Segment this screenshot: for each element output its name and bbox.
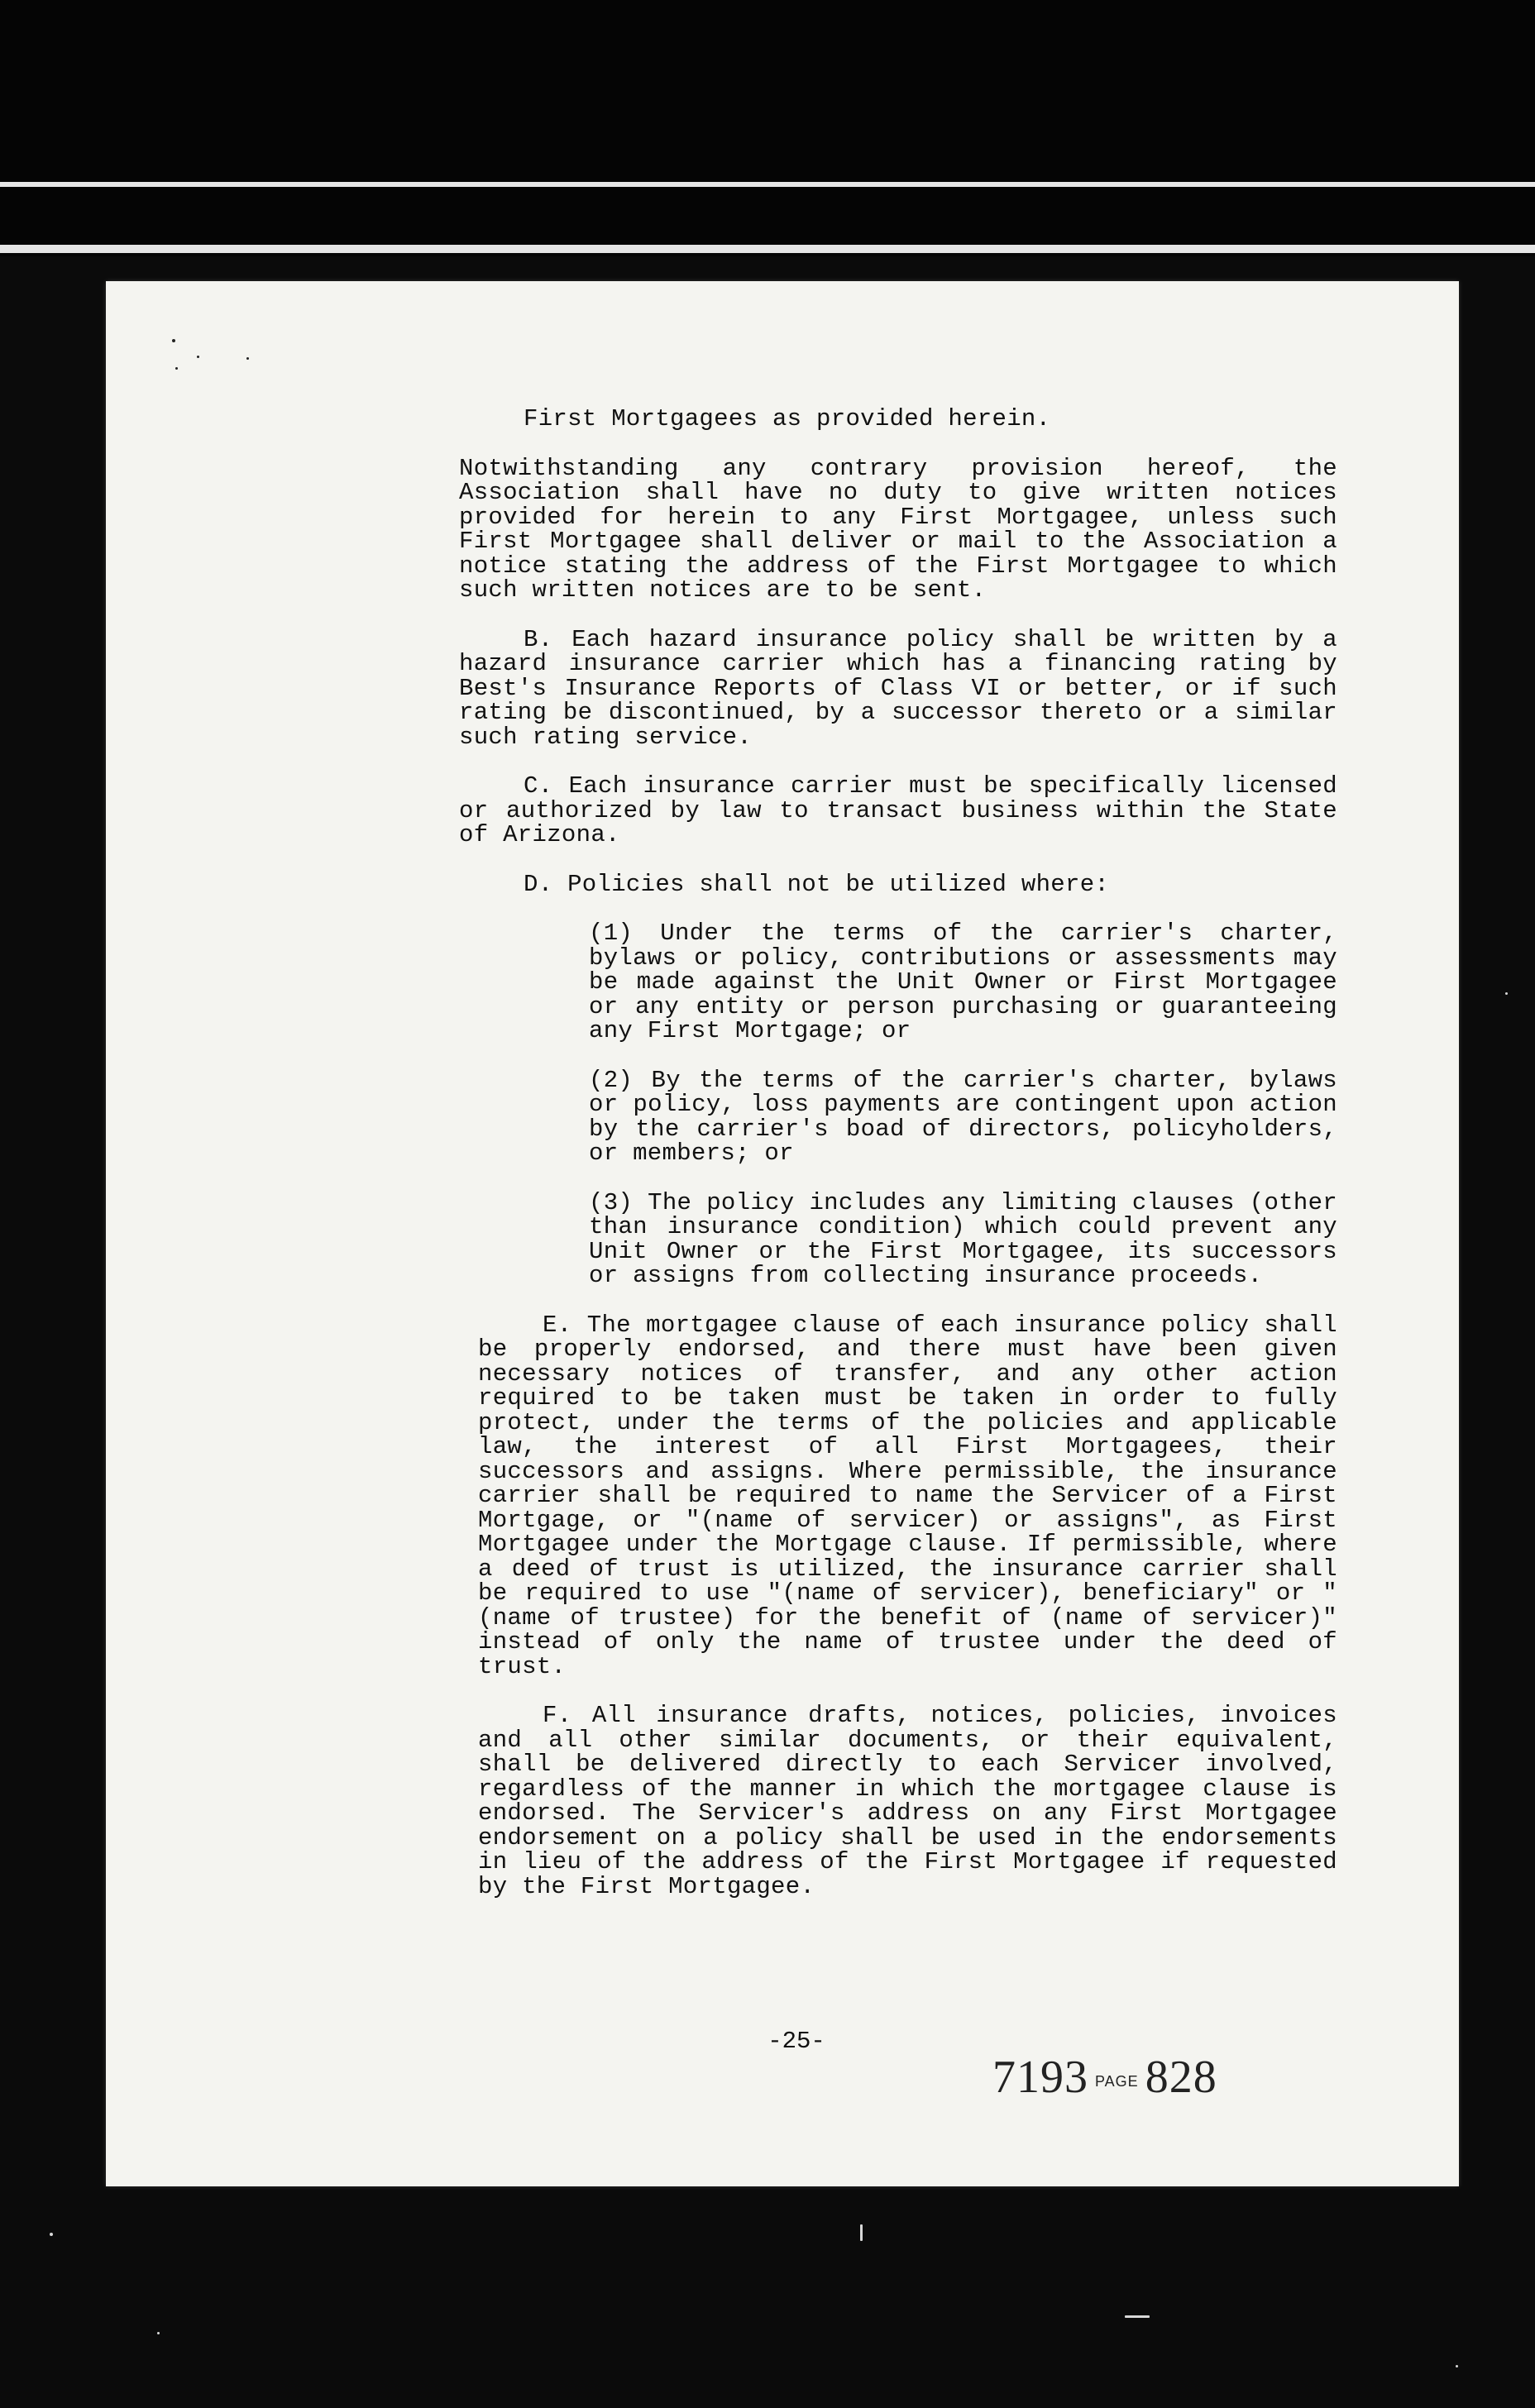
scan-speck: [860, 2224, 863, 2241]
scan-speck: [157, 2332, 160, 2334]
scan-speck: [1505, 992, 1508, 995]
paragraph-c: C. Each insurance carrier must be specifically licensed or authorized by law to transact business within the State of Arizona.: [459, 772, 1337, 848]
scan-speck: [50, 2233, 53, 2236]
section-d-item-1: (1) Under the terms of the carrier's charter, bylaws or policy, contributions or assessments may be made against the Unit Owner or First Mortgagee or any entity or person purchasing or guaranteeing any First Mortgage; or: [589, 920, 1337, 1044]
stamp-page-label: PAGE: [1095, 2072, 1139, 2090]
scan-line-top: [0, 182, 1535, 187]
paper-speck: [246, 357, 249, 360]
paper-speck: [172, 339, 175, 342]
paragraph-b: B. Each hazard insurance policy shall be written by a hazard insurance carrier which has a financing rating by Best's Insurance Reports of Class VI or better, or if such rating be discontinued, by a successor thereto or a similar such rating service.: [459, 625, 1337, 751]
paragraph-notwithstanding: Notwithstanding any contrary provision hereof, the Association shall have no duty to give written notices provided for herein to any First Mortgagee, unless such First Mortgagee shall deliver or mail to the Association a notice stating the address of the First Mortgagee to which such written notices are to be sent.: [459, 454, 1337, 604]
scan-speck: [1125, 2315, 1150, 2318]
book-page-stamp: [992, 2051, 1217, 2104]
section-d-heading: D. Policies shall not be utilized where:: [524, 870, 1110, 898]
section-d-item-2: (2) By the terms of the carrier's charter, bylaws or policy, loss payments are contingent upon action by the carrier's boad of directors, policyholders, or members; or: [589, 1066, 1337, 1167]
scan-dark-header: [0, 0, 1535, 256]
stamp-book-number: 7193: [992, 2052, 1088, 2103]
scan-line-bottom: [0, 245, 1535, 253]
page-number: -25-: [768, 2028, 825, 2055]
document-body: [459, 407, 1337, 1923]
section-d-item-3: (3) The policy includes any limiting clauses (other than insurance condition) which could prevent any Unit Owner or the First Mortgagee, its successors or assigns from collecting insurance proceeds.: [589, 1188, 1337, 1289]
paragraph-e: E. The mortgagee clause of each insurance policy shall be properly endorsed, and there must have been given necessary notices of transfer, and any other action required to be taken must be taken in order to fully protect, under the terms of the policies and applicable law, the interest of all First Mortgagees, their successors and assigns. Where permissible, the insurance carrier shall be required to name the Servicer of a First Mortgage, or "(name of servicer) or assigns", as First Mortgagee under the Mortgage clause. If permissible, where a deed of trust is utilized, the insurance carrier shall be required to use "(name of servicer), beneficiary" or "(name of trustee) for the benefit of (name of servicer)" instead of only the name of trustee under the deed of trust.: [478, 1311, 1337, 1680]
paper-speck: [197, 356, 199, 358]
paragraph-f: F. All insurance drafts, notices, policies, invoices and all other similar documents, or their equivalent, shall be delivered directly to each Servicer involved, regardless of the manner in which the mortgagee clause is endorsed. The Servicer's address on any First Mortgagee endorsement on a policy shall be used in the endorsements in lieu of the address of the First Mortgagee if requested by the First Mortgagee.: [478, 1702, 1337, 1900]
paper-speck: [175, 367, 178, 370]
stamp-page-number: 828: [1145, 2052, 1217, 2103]
continuation-line: First Mortgagees as provided herein.: [524, 405, 1051, 432]
scan-speck: [1456, 2365, 1458, 2367]
